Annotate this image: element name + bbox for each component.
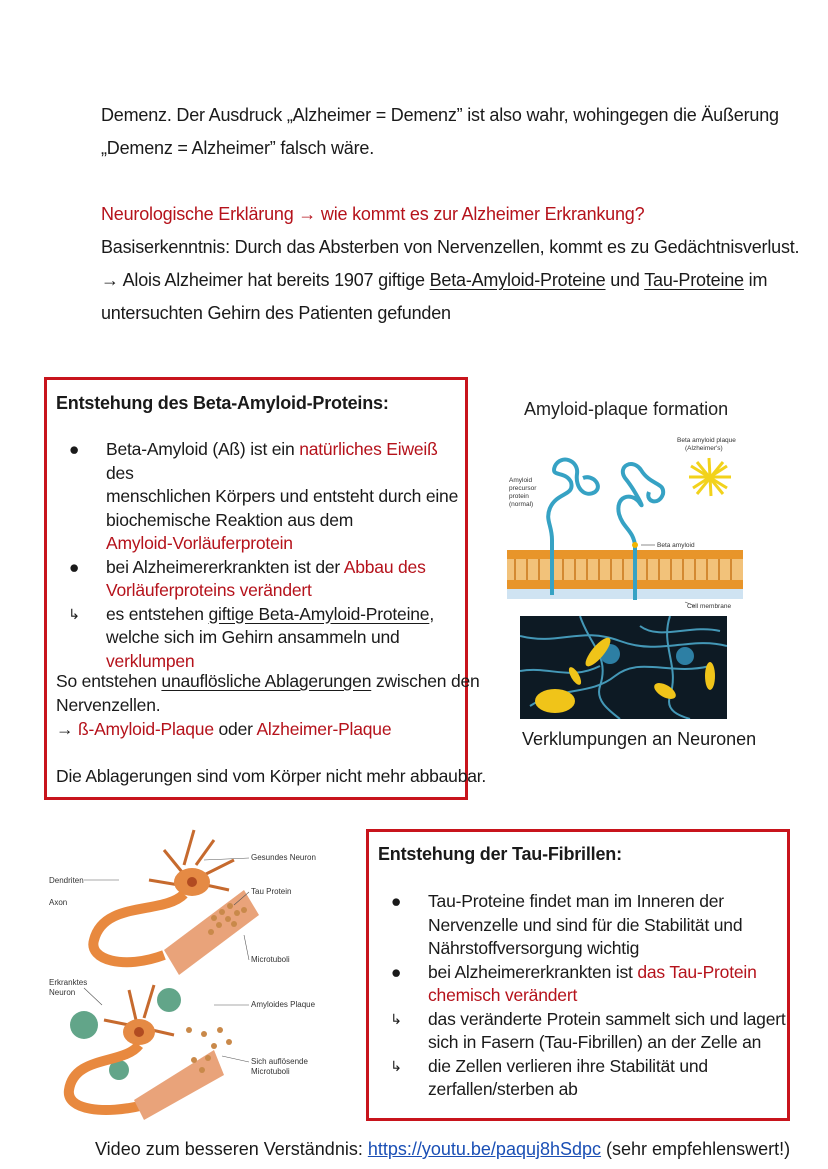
video-pre: Video zum besseren Verständnis: — [95, 1139, 368, 1159]
label-tau: Tau Protein — [251, 887, 292, 896]
video-link[interactable]: https://youtu.be/paquj8hSdpc — [367, 1139, 602, 1159]
label-plaque-2: (Alzheimer's) — [685, 445, 723, 452]
tau-item-2 — [378, 961, 788, 1008]
b2-red1: Abbau des — [343, 556, 426, 577]
label-gesund: Gesundes Neuron — [251, 853, 316, 862]
neuron-plaque-micrograph — [520, 616, 727, 719]
tau-item-4 — [378, 1055, 788, 1102]
beta-item-3 — [56, 603, 466, 674]
b3-l3: verklumpen — [106, 650, 195, 671]
alois-mid: und — [605, 270, 645, 290]
membrane-bottom — [507, 580, 743, 589]
b3-u: giftige Beta-Amyloid-Proteine — [208, 603, 430, 624]
b1-red: natürliches Eiweiß — [299, 439, 438, 459]
final-line: Die Ablagerungen sind vom Körper nicht mehr abbaubar. — [56, 766, 487, 786]
t1-l3: Nährstoffversorgung wichtig — [428, 938, 640, 958]
ablagerung-line-1 — [56, 670, 480, 694]
b3-pre: es entstehen — [106, 603, 209, 624]
beta-box-title: Entstehung des Beta-Amyloid-Proteins: — [56, 393, 389, 413]
label-dendriten: Dendriten — [49, 876, 84, 885]
tau-fibrillen-box — [366, 829, 790, 1121]
micrograph-caption: Verklumpungen an Neuronen — [522, 729, 757, 749]
beta-amyloid-term: Beta-Amyloid-Proteine — [429, 270, 606, 290]
healthy-neuron — [93, 830, 259, 975]
label-axon: Axon — [49, 898, 68, 907]
para-pre: So entstehen — [56, 671, 162, 691]
b2-red2: Vorläuferproteins verändert — [106, 580, 312, 600]
label-erkrankt-1: Erkranktes — [49, 978, 88, 987]
b1-l3: biochemische Reaktion aus dem — [106, 509, 354, 530]
amyloid-plaque-diagram — [505, 430, 745, 615]
label-cell-membrane: Cell membrane — [687, 603, 732, 610]
t1-l1: Tau-Proteine findet man im Inneren der — [428, 891, 724, 911]
bullet-icon: ● — [68, 556, 80, 577]
t2-red1: das Tau-Protein — [637, 961, 757, 982]
beta-plaque-fibrils — [689, 458, 731, 496]
basis-text: Basiserkenntnis: Durch das Absterben von Nervenzellen, kommt es zu Gedächtnisverlust. — [101, 237, 800, 257]
bullet-icon: ● — [390, 891, 402, 911]
tau-item-1 — [378, 890, 788, 961]
alois-pre: → Alois Alzheimer hat bereits 1907 giftige — [101, 270, 430, 290]
label-precursor-1: Amyloid — [509, 477, 533, 484]
label-beta-amyloid: Beta amyloid — [657, 542, 695, 549]
alois-line — [101, 264, 767, 297]
label-sich-2: Microtuboli — [251, 1067, 290, 1076]
alois-post: im — [743, 270, 768, 290]
plaque-red1: ß-Amyloid-Plaque — [77, 719, 214, 739]
beta-item-2 — [56, 556, 466, 603]
label-precursor-3: protein — [509, 493, 529, 500]
return-arrow-icon: ↳ — [390, 1010, 402, 1027]
bullet-icon: ● — [390, 961, 402, 982]
label-precursor-4: (normal) — [509, 501, 534, 508]
b1-a: Beta-Amyloid (Aß) ist ein — [106, 439, 300, 459]
label-microtuboli: Microtuboli — [251, 955, 290, 964]
t1-l2: Nervenzelle und sind für die Stabilität und — [428, 914, 743, 935]
t2-red2: chemisch verändert — [428, 985, 578, 1005]
label-precursor-2: precursor — [509, 485, 537, 492]
b1-b: des — [106, 462, 134, 483]
membrane-shadow — [507, 589, 743, 599]
return-arrow-icon: ↳ — [68, 605, 80, 622]
label-erkrankt-2: Neuron — [49, 988, 76, 997]
plaque-line — [56, 718, 391, 742]
diseased-neuron — [69, 985, 232, 1120]
beta-list — [56, 438, 466, 673]
label-plaque-1: Beta amyloid plaque — [677, 437, 736, 444]
intro-line-2: „Demenz = Alzheimer” falsch wäre. — [101, 138, 374, 158]
t2-a: bei Alzheimererkrankten ist — [428, 961, 638, 982]
para-post: zwischen den — [371, 671, 480, 691]
intro-line-1: Demenz. Der Ausdruck „Alzheimer = Demenz” ist also wahr, wohingegen die Äußerung — [101, 105, 779, 125]
membrane-top — [507, 550, 743, 559]
tau-list — [378, 890, 788, 1102]
b3-l2: welche sich im Gehirn ansammeln und — [106, 627, 400, 647]
alois-line-2: untersuchten Gehirn des Patienten gefunden — [101, 303, 451, 323]
plaque-arrow: → — [56, 719, 78, 739]
plaque-or: oder — [213, 719, 257, 739]
t4-l2: zerfallen/sterben ab — [428, 1079, 578, 1099]
b2-a: bei Alzheimererkrankten ist der — [106, 556, 344, 577]
b1-l4: Amyloid-Vorläuferprotein — [106, 533, 293, 553]
bullet-icon: ● — [68, 439, 80, 459]
t3-l1: das veränderte Protein sammelt sich und lagert — [428, 1008, 786, 1029]
return-arrow-icon: ↳ — [390, 1057, 402, 1074]
video-line — [95, 1139, 790, 1160]
beta-amyloid-box — [44, 377, 487, 800]
tau-term: Tau-Proteine — [644, 270, 744, 290]
video-post: (sehr empfehlenswert!) — [601, 1139, 791, 1159]
beta-cleavage-site — [632, 542, 638, 548]
amyloid-figure-title: Amyloid-plaque formation — [524, 399, 729, 419]
plaque-red2: Alzheimer-Plaque — [256, 719, 392, 739]
neuron-illustration — [44, 820, 344, 1120]
label-amyloides-plaque: Amyloides Plaque — [251, 1000, 316, 1009]
ablagerung-line-2: Nervenzellen. — [56, 695, 161, 715]
t3-l2: sich in Fasern (Tau-Fibrillen) an der Zelle an — [428, 1032, 762, 1052]
b3-post: , — [429, 603, 434, 624]
beta-item-1 — [56, 438, 466, 556]
b1-l2: menschlichen Körpers und entsteht durch eine — [106, 486, 459, 506]
tau-item-3 — [378, 1008, 788, 1055]
label-sich-1: Sich auflösende — [251, 1057, 308, 1066]
para-u: unauflösliche Ablagerungen — [161, 671, 372, 691]
neuro-heading: Neurologische Erklärung → wie kommt es zur Alzheimer Erkrankung? — [101, 204, 645, 224]
tau-box-title: Entstehung der Tau-Fibrillen: — [378, 844, 622, 864]
t4-l1: die Zellen verlieren ihre Stabilität und — [428, 1055, 708, 1076]
